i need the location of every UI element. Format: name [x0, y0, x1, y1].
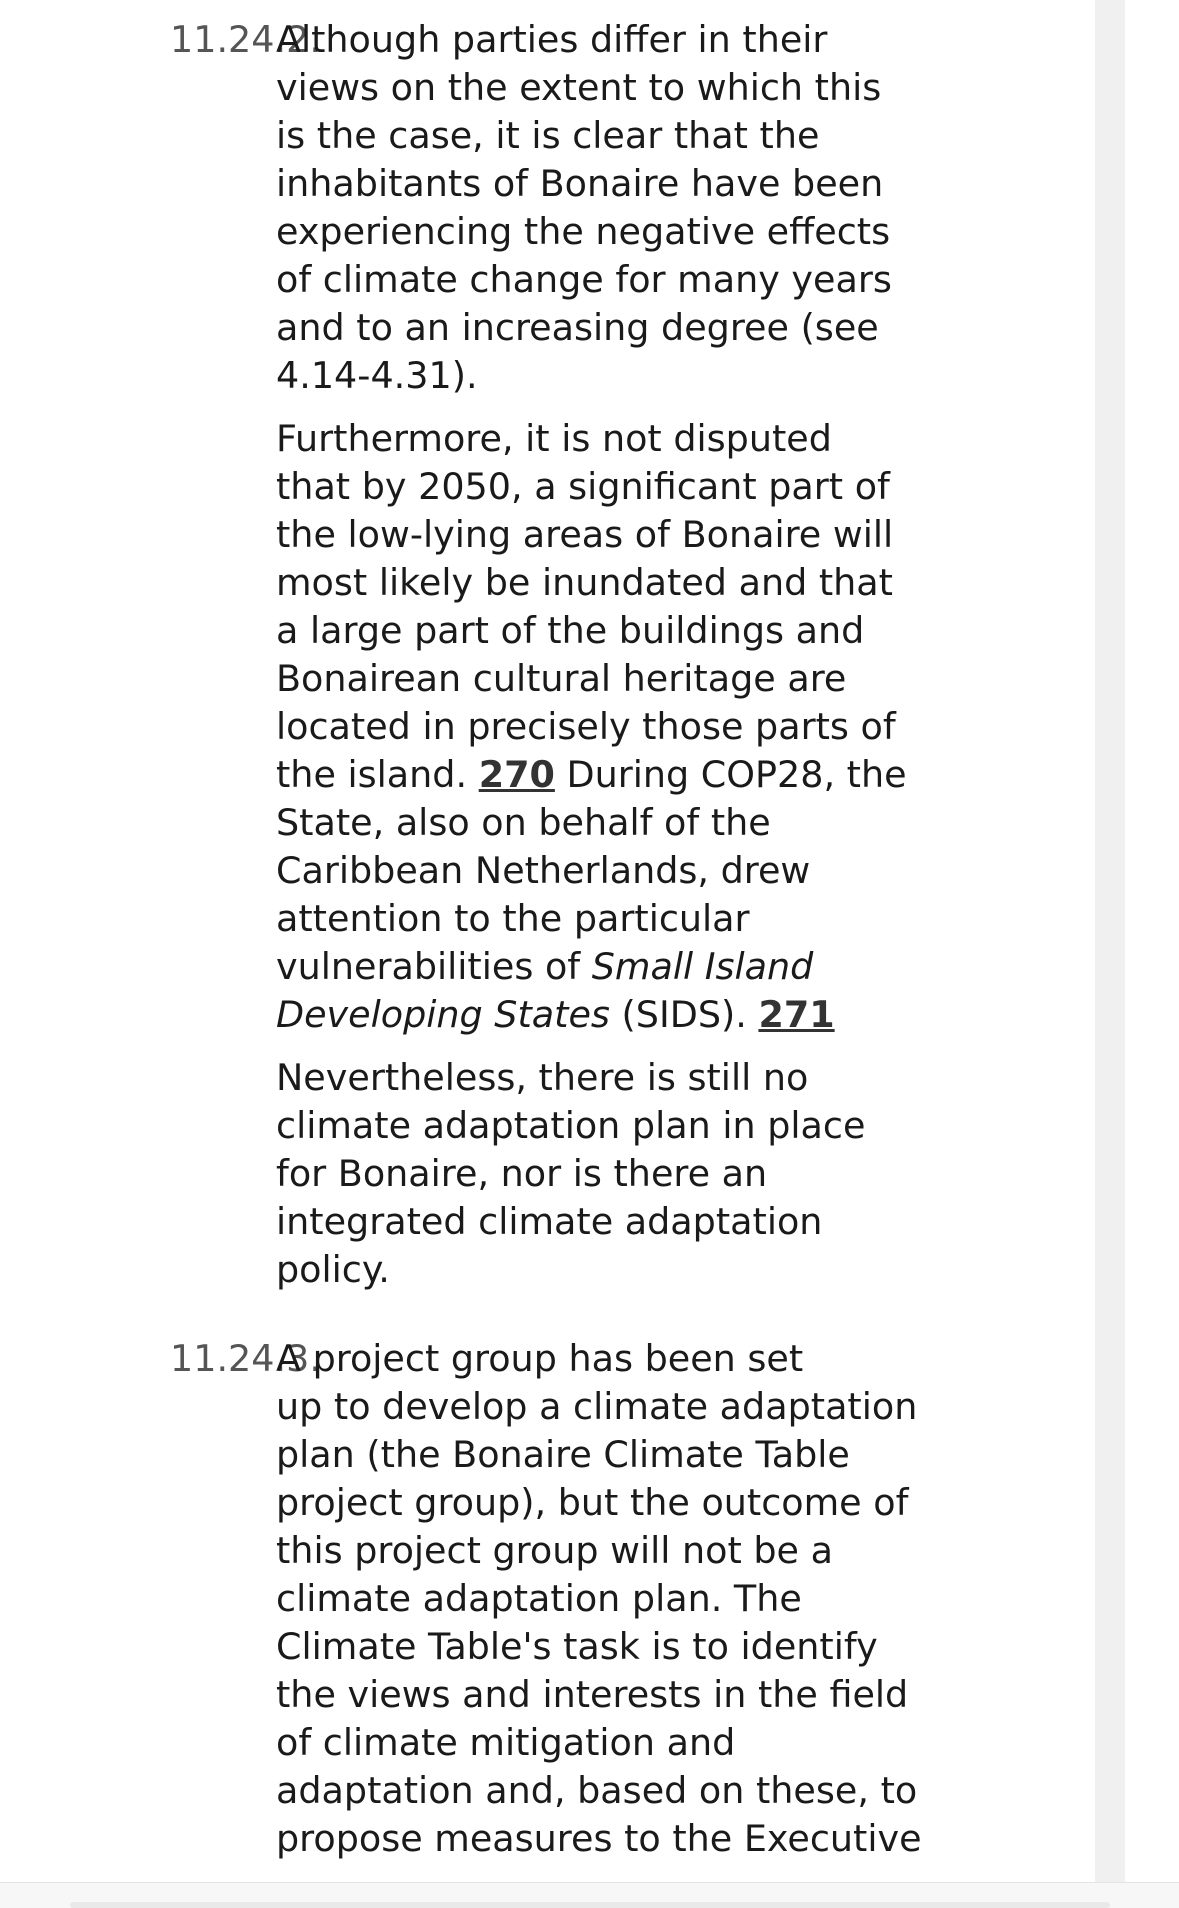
paragraph-line: Developing States (SIDS). 271 [276, 993, 835, 1036]
paragraph-line: for Bonaire, nor is there an [276, 1152, 768, 1195]
section-11-24-2 [170, 16, 1090, 400]
paragraph-line: vulnerabilities of Small Island [276, 945, 814, 988]
paragraph-line: experiencing the negative effects [276, 210, 891, 253]
paragraph-line: this project group will not be a [276, 1529, 833, 1572]
paragraph-line: Climate Table's task is to identify [276, 1625, 878, 1668]
paragraph-line: 4.14-4.31). [276, 354, 478, 397]
paragraph-line: most likely be inundated and that [276, 561, 893, 604]
paragraph-line: Bonairean cultural heritage are [276, 657, 847, 700]
paragraph-line: of climate mitigation and [276, 1721, 736, 1764]
paragraph-line: plan (the Bonaire Climate Table [276, 1433, 850, 1476]
section-number: 11.24.2. [170, 18, 321, 61]
paragraph-line: integrated climate adaptation [276, 1200, 823, 1243]
paragraph-line: located in precisely those parts of [276, 705, 896, 748]
paragraph-line: Nevertheless, there is still no [276, 1056, 809, 1099]
italic-term: Small Island [591, 945, 814, 988]
paragraph-line: Although parties differ in their [276, 18, 828, 61]
paragraph-line: State, also on behalf of the [276, 801, 771, 844]
paragraph-line: is the case, it is clear that the [276, 114, 820, 157]
scrollbar-track[interactable] [1095, 0, 1125, 1908]
footnote-link-271[interactable]: 271 [758, 993, 835, 1036]
section-11-24-3 [170, 1335, 1090, 1863]
home-indicator[interactable] [70, 1902, 1110, 1908]
paragraph-line: and to an increasing degree (see [276, 306, 879, 349]
paragraph-line: Furthermore, it is not disputed [276, 417, 832, 460]
paragraph-line: inhabitants of Bonaire have been [276, 162, 884, 205]
footnote-link-270[interactable]: 270 [478, 753, 555, 796]
paragraph-line: Caribbean Netherlands, drew [276, 849, 811, 892]
paragraph-line: climate adaptation plan. The [276, 1577, 802, 1620]
paragraph-line: the low-lying areas of Bonaire will [276, 513, 894, 556]
paragraph-line: that by 2050, a significant part of [276, 465, 890, 508]
paragraph-line: climate adaptation plan in place [276, 1104, 866, 1147]
paragraph-line: of climate change for many years [276, 258, 892, 301]
italic-term: Developing States [276, 993, 610, 1036]
paragraph-furthermore [170, 415, 1090, 1039]
paragraph-line: policy. [276, 1248, 390, 1291]
paragraph-line: adaptation and, based on these, to [276, 1769, 918, 1812]
paragraph-line: attention to the particular [276, 897, 750, 940]
paragraph-line: A project group has been set [276, 1337, 804, 1380]
paragraph-nevertheless [170, 1054, 1090, 1294]
paragraph-line: a large part of the buildings and [276, 609, 865, 652]
section-number: 11.24.3. [170, 1337, 321, 1380]
paragraph-line: the views and interests in the field [276, 1673, 909, 1716]
paragraph-line: project group), but the outcome of [276, 1481, 909, 1524]
paragraph-line: views on the extent to which this [276, 66, 882, 109]
paragraph-line: up to develop a climate adaptation [276, 1385, 918, 1428]
document-body [170, 16, 1090, 1863]
page-margin [1125, 0, 1179, 1908]
paragraph-line: propose measures to the Executive [276, 1817, 922, 1860]
paragraph-line: the island. 270 During COP28, the [276, 753, 907, 796]
